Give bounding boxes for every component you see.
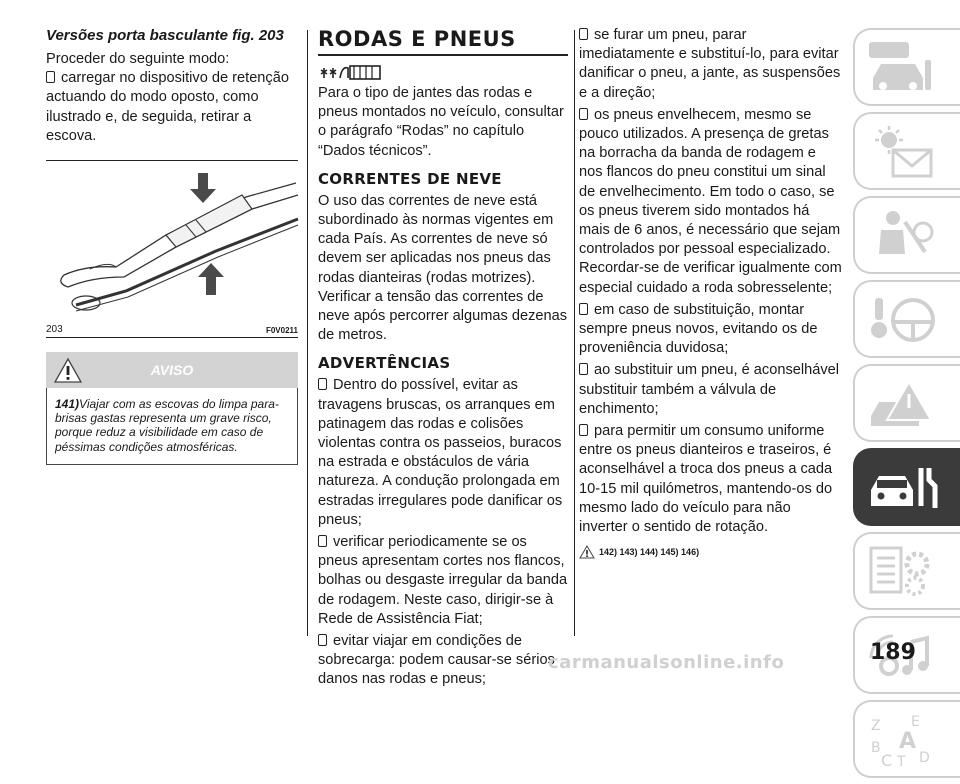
column-divider [307,30,308,636]
warning-header [46,352,298,388]
warning-content: Viajar com as escovas do limpa para-brisas gastas representa um grave risco, porque reduz a visibilidade em caso de péssimas condições atmosféricas. [55,397,279,454]
index-letter: E [911,714,920,730]
column-left [46,26,298,465]
tab-maintenance[interactable] [853,448,960,526]
intro-text: Proceder do seguinte modo: [46,51,230,67]
warnings-heading: ADVERTÊNCIAS [318,354,451,373]
checkbox-bullet-icon [318,535,327,547]
technical-data-icon [867,544,937,600]
index-icon [867,712,937,768]
index-letter: D [919,750,930,766]
list-item: ao substituir um pneu, é aconselhável substituir também a válvula de enchimento; [579,362,840,417]
figure-number: 203 [46,324,63,336]
section-heading-tailgate: Versões porta basculante fig. 203 [46,27,284,44]
warning-lights-icon [867,124,937,180]
step-text: carregar no dispositivo de retenção actuando do modo oposto, como ilustrado e, de seguida, retirar a escova. [46,70,289,144]
warning-triangle-small-icon [579,545,595,559]
index-letter: B [871,740,881,756]
car-service-icon [867,460,937,516]
index-letter: Z [871,718,881,734]
list-item: evitar viajar em condições de sobrecarga: podem causar-se sérios danos nas rodas e pneus; [318,633,555,688]
list-item: para permitir um consumo uniforme entre os pneus dianteiros e traseiros, é aconselhável a troca dos pneus a cada 10-15 mil quilómetros, mantendo-os do mesmo lado do veículo para não inverter o sentido de rotação. [579,423,833,536]
list-item: verificar periodicamente se os pneus apresentam cortes nos flancos, bolhas ou desgaste irregular da banda de rodagem. Neste caso, dirigir-se à Rede de Assistência Fiat; [318,534,568,627]
tab-starting-driving[interactable] [853,280,960,358]
wheels-intro: Para o tipo de jantes das rodas e pneus montados no veículo, consultar o parágrafo “Rodas” no capítulo “Dados técnicos”. [318,85,564,159]
watermark-text: carmanualsonline.info [548,652,785,673]
key-steering-icon [867,292,937,348]
figure-wiper-blade [46,160,298,338]
list-item: Dentro do possível, evitar as travagens bruscas, os arranques em patinagem das rodas e colisões violentas contra os passeios, buracos na estrada e obstáculos de vária natureza. A condução prolongada em estradas irregulares pode danificar os pneus; [318,377,563,528]
tab-index[interactable] [853,700,960,778]
seat-safety-icon [867,208,937,264]
tab-dashboard[interactable] [853,28,960,106]
checkbox-bullet-icon [579,424,588,436]
index-letter: C [881,751,893,770]
wiper-blade-illustration-icon [46,165,298,315]
checkbox-bullet-icon [579,303,588,315]
weather-chain-symbol-icon [318,62,384,82]
tab-technical-data[interactable] [853,532,960,610]
checkbox-bullet-icon [579,363,588,375]
column-divider [574,30,575,636]
checkbox-bullet-icon [318,378,327,390]
chapter-tabs [853,28,960,784]
car-dashboard-icon [867,40,937,96]
index-letter: T [897,754,906,770]
figure-code: F0V0211 [265,326,298,336]
checkbox-bullet-icon [46,71,55,83]
checkbox-bullet-icon [579,108,588,120]
warning-ref: 141) [55,397,80,412]
list-item: em caso de substituição, montar sempre pneus novos, evitando os de proveniência duvidosa; [579,301,818,357]
list-item: os pneus envelhecem, mesmo se pouco utilizados. A presença de gretas na borracha da banda de rodagem e nos flancos do pneu constitui um sinal de envelhecimento. Em todo o caso, se os pneus tiverem sido montados há mais de 6 anos, é necessário que sejam controlados por pessoal especializado. Recordar-se de verificar igualmente com especial cuidado a roda sobresselente; [579,106,842,296]
page-number: 189 [870,640,916,665]
checkbox-bullet-icon [579,28,588,40]
snow-chains-text: O uso das correntes de neve está subordinado às normas vigentes em cada País. As correntes de neve só devem ser aplicadas nos pneus das rodas dianteiras (rodas motrizes). Verificar a tensão das correntes de neve após percorrer algumas dezenas de metros. [318,192,568,344]
step-item [46,69,298,146]
tab-emergency[interactable] [853,364,960,442]
snow-chains-heading: CORRENTES DE NEVE [318,169,502,188]
list-item: se furar um pneu, parar imediatamente e substituí-lo, para evitar danificar o pneu, a jante, as suspensões e a direção; [579,27,841,101]
tab-warning-lights[interactable] [853,112,960,190]
warning-title: AVISO [150,362,194,379]
emergency-icon [867,376,937,432]
warning-box [46,352,298,465]
chapter-title: RODAS E PNEUS [318,26,568,56]
warning-text [46,388,298,465]
warning-references [579,545,843,559]
references-text: 142) 143) 144) 145) 146) [599,547,700,558]
column-right [579,26,843,559]
tab-safety[interactable] [853,196,960,274]
checkbox-bullet-icon [318,634,327,646]
index-letter: A [899,729,917,754]
column-middle [318,26,568,693]
